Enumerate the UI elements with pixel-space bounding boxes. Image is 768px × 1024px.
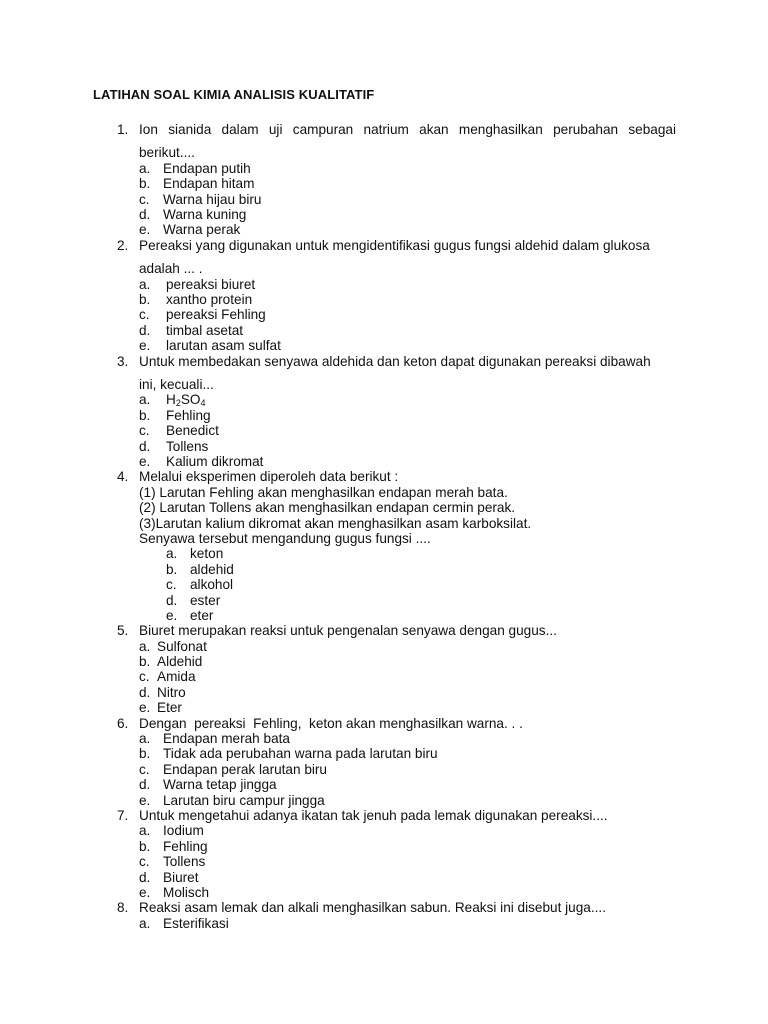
option-label: d. [139,684,151,700]
question-text [139,623,676,638]
option-label: c. [139,669,150,685]
option-text: alkohol [190,577,234,593]
option-text: Fehling [166,407,211,423]
option [0,307,768,322]
question-line: ini, kecuali... [139,376,214,392]
option-text: aldehid [190,561,234,577]
option-label: e. [166,607,178,623]
option [0,870,768,885]
option-text: timbal asetat [166,322,244,338]
question-number: 4. [117,469,129,485]
option-text: Nitro [157,684,186,700]
option-label: e. [139,453,151,469]
option-label: e. [139,338,151,354]
question-line: Biuret merupakan reaksi untuk pengenalan senyawa dengan gugus... [139,623,557,639]
option [0,762,768,777]
option-text: Kalium dikromat [166,453,264,469]
option-text: Warna hijau biru [163,191,262,207]
question-line: Reaksi asam lemak dan alkali menghasilkan sabun. Reaksi ini disebut juga.... [139,900,606,916]
option-label: d. [139,206,151,222]
option [0,277,768,292]
option-label: e. [139,792,151,808]
option [0,176,768,191]
question-5 [0,623,768,715]
option [0,746,768,761]
option-label: e. [139,700,151,716]
statement: Senyawa tersebut mengandung gugus fungsi .... [139,530,431,546]
option [0,408,768,423]
question-text [139,238,676,277]
question-text [139,900,676,915]
option-label: c. [139,761,150,777]
question-line: Melalui eksperimen diperoleh data berikut : [139,469,399,485]
question-number: 1. [117,122,129,137]
option [0,639,768,654]
question-4 [0,469,768,623]
option-label: b. [139,407,151,423]
option [0,546,768,561]
option [0,700,768,715]
option-text: Endapan merah bata [163,731,290,747]
option [0,823,768,838]
question-number: 3. [117,353,129,369]
question-number: 7. [117,808,129,823]
option-label: e. [139,884,151,900]
option-label: e. [139,222,151,238]
option [0,593,768,608]
option-text: keton [190,546,224,562]
option-text: Warna tetap jingga [163,777,277,793]
question-text [139,354,676,393]
question-line: adalah ... . [139,261,203,277]
question-text [139,808,676,823]
statement: (1) Larutan Fehling akan menghasilkan endapan merah bata. [139,484,508,500]
option-label: a. [139,160,151,176]
option-text: Larutan biru campur jingga [163,792,325,808]
option [0,916,768,931]
option-label: d. [139,777,151,793]
option-label: c. [139,423,150,439]
option-text: Amida [157,669,196,685]
option-label: b. [139,291,151,307]
question-line: Untuk membedakan senyawa aldehida dan keton dapat digunakan pereaksi dibawah [139,353,651,369]
option [0,577,768,592]
question-line: Pereaksi yang digunakan untuk mengidentifikasi gugus fungsi aldehid dalam glukosa [139,237,650,253]
option [0,192,768,207]
option-text: Tidak ada perubahan warna pada larutan biru [163,746,438,762]
option [0,885,768,900]
option-text: Benedict [166,423,219,439]
option [0,777,768,792]
option [0,161,768,176]
question-line: berikut.... [139,145,195,161]
option [0,685,768,700]
option [0,323,768,338]
option-text: eter [190,607,214,623]
question-text [139,469,676,484]
question-line: Ion sianida dalam uji campuran natrium akan menghasilkan perubahan sebagai [139,122,676,137]
option [0,392,768,407]
option-label: a. [139,823,151,839]
option [0,292,768,307]
question-7 [0,808,768,900]
statement: (3)Larutan kalium dikromat akan menghasilkan asam karboksilat. [139,515,532,531]
option-label: d. [166,592,178,608]
question-number: 5. [117,623,129,639]
formula-part: SO [180,392,201,408]
option-label: d. [139,438,151,454]
option-text: Endapan putih [163,160,251,176]
option-text: Endapan perak larutan biru [163,761,327,777]
option-text: Aldehid [157,654,203,670]
option-label: a. [166,546,178,562]
option-text: Warna kuning [163,206,247,222]
option [0,207,768,222]
question-2 [0,238,768,354]
option [0,654,768,669]
option [0,854,768,869]
option-text: Warna perak [163,222,241,238]
question-number: 6. [117,715,129,731]
question-3 [0,354,768,470]
option-text: Iodium [163,823,204,839]
question-number: 8. [117,900,129,916]
option-text: Fehling [163,838,208,854]
option-text: pereaksi biuret [166,276,256,292]
option-text: Molisch [163,884,210,900]
option-label: b. [139,746,151,762]
option [0,338,768,353]
option-formula [166,392,206,407]
question-8 [0,900,768,931]
option-label: b. [139,176,151,192]
option-text: Esterifikasi [163,915,229,931]
option-text: xantho protein [166,291,253,307]
option-label: a. [139,915,151,931]
question-6 [0,716,768,808]
option-label: c. [139,191,150,207]
option-text: ester [190,592,221,608]
option-label: a. [139,276,151,292]
question-line: Untuk mengetahui adanya ikatan tak jenuh pada lemak digunakan pereaksi.... [139,808,608,823]
option [0,439,768,454]
formula-part: H [166,392,176,408]
option-text: larutan asam sulfat [166,338,281,354]
question-list [0,122,768,931]
formula-subscript: 4 [200,398,206,409]
question-text [139,716,676,731]
option-label: c. [139,854,150,870]
option [0,562,768,577]
option-label: c. [166,577,177,593]
option-label: d. [139,869,151,885]
formula-subscript: 2 [175,398,181,409]
option [0,669,768,684]
option-label: b. [139,654,151,670]
option-text: Tollens [163,854,206,870]
option-text: Eter [157,700,182,716]
option-label: c. [139,307,150,323]
question-line: Dengan pereaksi Fehling, keton akan menghasilkan warna. . . [139,715,523,731]
question-text [139,122,676,161]
option-label: b. [139,838,151,854]
option [0,423,768,438]
option-text: Endapan hitam [163,176,255,192]
statement: (2) Larutan Tollens akan menghasilkan endapan cermin perak. [139,500,516,516]
option-text: Sulfonat [157,638,207,654]
option-label: a. [139,731,151,747]
option-text: pereaksi Fehling [166,307,266,323]
option [0,222,768,237]
option-label: a. [139,392,151,408]
option [0,839,768,854]
option-text: Biuret [163,869,199,885]
option [0,454,768,469]
option-label: d. [139,322,151,338]
document-title: LATIHAN SOAL KIMIA ANALISIS KUALITATIF [93,87,375,102]
option-label: a. [139,638,151,654]
option [0,608,768,623]
option-text: Tollens [166,438,209,454]
question-1 [0,122,768,238]
question-number: 2. [117,237,129,253]
option [0,793,768,808]
option [0,731,768,746]
option-label: b. [166,561,178,577]
